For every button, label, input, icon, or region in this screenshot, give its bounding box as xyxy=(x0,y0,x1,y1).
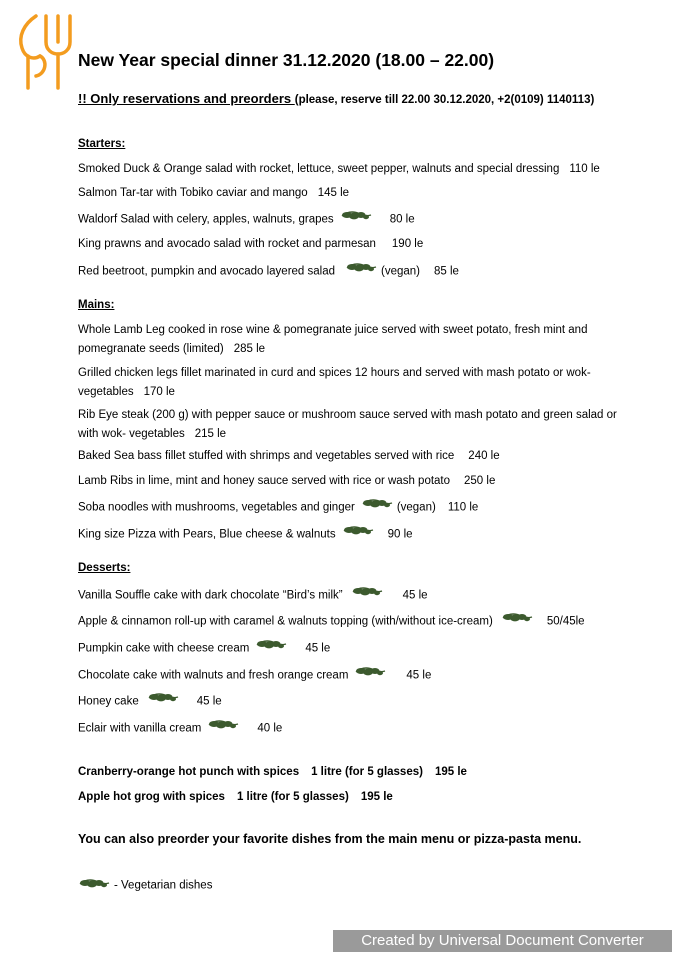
price: 285 le xyxy=(233,343,266,355)
vegetarian-leaf-icon xyxy=(345,262,377,281)
reservation-notice xyxy=(78,91,594,106)
price: 50/45le xyxy=(546,615,585,628)
price: 195 le xyxy=(360,791,393,803)
price: 250 le xyxy=(464,475,496,487)
vegetarian-leaf-icon xyxy=(342,525,374,544)
menu-item: Red beetroot, pumpkin and avocado layered salad (vegan) 85 le xyxy=(78,262,618,282)
menu-item: Apple & cinnamon roll-up with caramel & walnuts topping (with/without ice-cream) 50/45le xyxy=(78,612,618,632)
price: 40 le xyxy=(257,722,283,735)
menu-item: Waldorf Salad with celery, apples, walnuts, grapes 80 le xyxy=(78,210,618,230)
price: 80 le xyxy=(389,213,415,226)
desserts-heading: Desserts: xyxy=(78,562,131,574)
price: 240 le xyxy=(468,450,500,462)
menu-item: Honey cake 45 le xyxy=(78,692,618,712)
mains-heading: Mains: xyxy=(78,299,115,311)
menu-item: Soba noodles with mushrooms, vegetables and ginger (vegan) 110 le xyxy=(78,498,618,518)
menu-item: Chocolate cake with walnuts and fresh orange cream 45 le xyxy=(78,666,618,686)
menu-item: Rib Eye steak (200 g) with pepper sauce or mushroom sauce served with mash potato and green salad or with wok- vegetables 215 le xyxy=(78,409,617,440)
vegetarian-leaf-icon xyxy=(340,210,372,229)
menu-item: Smoked Duck & Orange salad with rocket, lettuce, sweet pepper, walnuts and special dressing 110 le xyxy=(78,163,600,175)
price: 110 le xyxy=(447,501,479,514)
converter-watermark: Created by Universal Document Converter xyxy=(333,930,672,952)
price: 190 le xyxy=(391,238,424,250)
starters-heading: Starters: xyxy=(78,138,126,150)
price: 90 le xyxy=(387,528,413,541)
vegetarian-leaf-icon xyxy=(255,639,287,658)
vegetarian-leaf-icon xyxy=(78,878,110,893)
price: 45 le xyxy=(402,589,428,602)
menu-item: King size Pizza with Pears, Blue cheese & walnuts 90 le xyxy=(78,525,618,545)
vegetarian-leaf-icon xyxy=(351,586,383,605)
menu-item: Salmon Tar-tar with Tobiko caviar and mango 145 le xyxy=(78,187,350,199)
reservation-detail: (please, reserve till 22.00 30.12.2020, +2(0109) 1140113) xyxy=(294,94,595,106)
menu-item: Eclair with vanilla cream 40 le xyxy=(78,719,618,739)
reservation-lead: !! Only reservations and preorders xyxy=(78,91,295,106)
vegetarian-leaf-icon xyxy=(361,498,393,517)
price: 45 le xyxy=(406,669,432,682)
vegetarian-leaf-icon xyxy=(501,612,533,631)
menu-item: King prawns and avocado salad with rocket and parmesan 190 le xyxy=(78,238,424,250)
preorder-note: You can also preorder your favorite dishes from the main menu or pizza-pasta menu. xyxy=(78,832,582,846)
price: 195 le xyxy=(434,766,467,778)
price: 45 le xyxy=(305,642,331,655)
menu-item: Lamb Ribs in lime, mint and honey sauce served with rice or wash potato 250 le xyxy=(78,475,496,487)
vegetarian-leaf-icon xyxy=(147,692,179,711)
page-title: New Year special dinner 31.12.2020 (18.00 – 22.00) xyxy=(78,50,495,70)
menu-item: Whole Lamb Leg cooked in rose wine & pomegranate juice served with sweet potato, fresh mint and pomegranate seeds (limited) 285 le xyxy=(78,324,588,355)
vegetarian-leaf-icon xyxy=(354,666,386,685)
vegetarian-leaf-icon xyxy=(207,719,239,738)
price: 215 le xyxy=(194,428,227,440)
drink-item: Cranberry-orange hot punch with spices 1 litre (for 5 glasses) 195 le xyxy=(78,766,467,778)
drink-item: Apple hot grog with spices 1 litre (for 5 glasses) 195 le xyxy=(78,791,393,803)
menu-item: Baked Sea bass fillet stuffed with shrimps and vegetables served with rice 240 le xyxy=(78,450,500,462)
menu-item: Pumpkin cake with cheese cream 45 le xyxy=(78,639,618,659)
menu-item: Grilled chicken legs fillet marinated in curd and spices 12 hours and served with mash potato or wok-vegetables 170 le xyxy=(78,367,591,398)
price: 145 le xyxy=(317,187,350,199)
dish-tag: (vegan) xyxy=(396,501,436,514)
dish-tag: (vegan) xyxy=(381,265,421,278)
price: 85 le xyxy=(434,265,459,278)
vegetarian-legend: - Vegetarian dishes xyxy=(78,878,212,893)
price: 110 le xyxy=(569,163,600,175)
restaurant-logo xyxy=(14,12,76,92)
menu-item: Vanilla Souffle cake with dark chocolate “Bird’s milk” 45 le xyxy=(78,586,618,606)
price: 170 le xyxy=(143,386,175,398)
price: 45 le xyxy=(196,695,222,708)
